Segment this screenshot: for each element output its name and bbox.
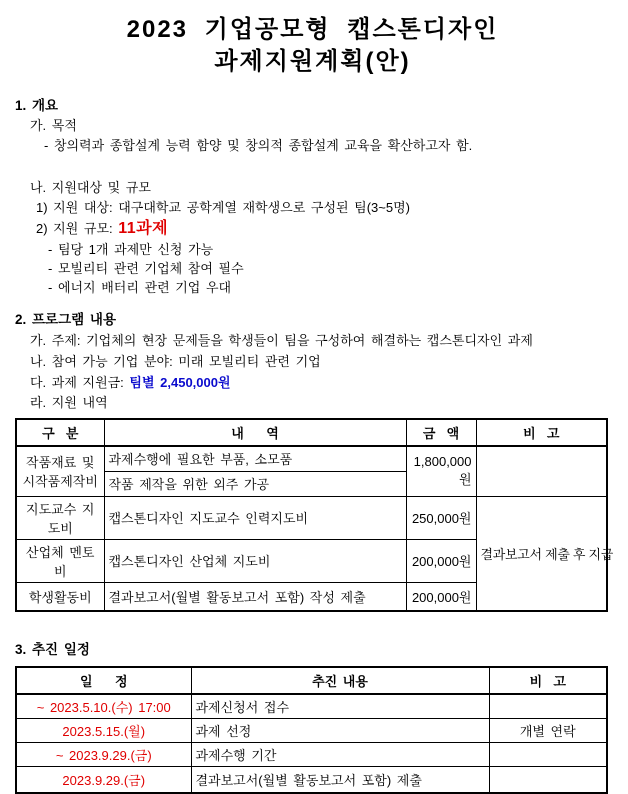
target-heading: 나. 지원대상 및 규모: [30, 180, 151, 195]
schedule-content-1: 과제신청서 접수: [191, 694, 489, 719]
detail-student: 결과보고서(월별 활동보고서 포함) 작성 제출: [104, 582, 406, 611]
scale-bullet-1: - 팀당 1개 과제만 신청 가능: [48, 242, 214, 257]
schedule-content-2: 과제 선정: [191, 719, 489, 743]
category-materials: 작품재료 및 시작품제작비: [16, 446, 104, 496]
schedule-date-2: 2023.5.15.(월): [16, 719, 191, 743]
amount-student: 200,000원: [406, 582, 476, 611]
category-student: 학생활동비: [16, 582, 104, 611]
title-line-1: 2023 기업공모형 캡스톤디자인: [126, 16, 499, 43]
target-item: 1) 지원 대상: 대구대학교 공학계열 재학생으로 구성된 팀(3~5명): [36, 200, 410, 215]
support-col-category: 구 분: [16, 419, 104, 446]
schedule-table-header-row: [16, 667, 607, 694]
table-row: [16, 694, 607, 719]
support-col-note: 비 고: [476, 419, 607, 446]
scale-bullet-3: - 에너지 배터리 관련 기업 우대: [48, 280, 232, 295]
detail-label: 라. 지원 내역: [30, 395, 108, 410]
support-table-header-row: [16, 419, 607, 446]
category-mentor: 산업체 멘토비: [16, 539, 104, 582]
detail-materials-b: 작품 제작을 위한 외주 가공: [104, 471, 406, 496]
amount-mentor: 200,000원: [406, 539, 476, 582]
document-title: [15, 14, 610, 78]
table-row: [16, 743, 607, 767]
section-1-heading: 1. 개요: [15, 98, 59, 113]
detail-materials-a: 과제수행에 필요한 부품, 소모품: [104, 446, 406, 471]
schedule-note-2: 개별 연락: [489, 719, 607, 743]
support-col-amount: 금 액: [406, 419, 476, 446]
field-line: 나. 참여 가능 기업 분야: 미래 모빌리티 관련 기업: [30, 354, 321, 369]
grant-line: [15, 372, 610, 393]
schedule-col-note: 비 고: [489, 667, 607, 694]
support-table: [15, 418, 614, 612]
grant-label: 다. 과제 지원금:: [30, 375, 130, 390]
table-row: [16, 496, 607, 539]
scale-value: 11과제: [118, 220, 169, 237]
note-materials: [476, 446, 607, 496]
amount-materials: 1,800,000원: [406, 446, 476, 496]
title-line-2: 과제지원계획(안): [214, 48, 411, 75]
schedule-note-1: [489, 694, 607, 719]
scale-label: 2) 지원 규모:: [36, 221, 119, 236]
schedule-note-4: [489, 767, 607, 793]
section-3-heading: 3. 추진 일정: [15, 642, 90, 657]
section-2-heading: 2. 프로그램 내용: [15, 312, 117, 327]
schedule-table: [15, 666, 608, 794]
schedule-content-3: 과제수행 기간: [191, 743, 489, 767]
amount-advisor: 250,000원: [406, 496, 476, 539]
table-row: [16, 446, 607, 471]
schedule-content-4: 결과보고서(월별 활동보고서 포함) 제출: [191, 767, 489, 793]
detail-advisor: 캡스톤디자인 지도교수 인력지도비: [104, 496, 406, 539]
grant-value: 팀별 2,450,000원: [129, 375, 231, 390]
schedule-col-content: 추진 내용: [191, 667, 489, 694]
table-row: [16, 719, 607, 743]
purpose-label: 가. 목적: [30, 118, 77, 133]
note-merged: 결과보고서 제출 후 지급: [476, 496, 607, 611]
topic-line: 가. 주제: 기업체의 현장 문제들을 학생들이 팀을 구성하여 해결하는 캡스톤디자인 과제: [30, 333, 533, 348]
schedule-date-3: ~ 2023.9.29.(금): [16, 743, 191, 767]
detail-mentor: 캡스톤디자인 산업체 지도비: [104, 539, 406, 582]
category-advisor: 지도교수 지도비: [16, 496, 104, 539]
scale-line: [15, 218, 610, 240]
support-col-detail: 내 역: [104, 419, 406, 446]
purpose-bullet: - 창의력과 종합설계 능력 함양 및 창의적 종합설계 교육을 확산하고자 함.: [44, 138, 473, 153]
scale-bullet-2: - 모빌리티 관련 기업체 참여 필수: [48, 261, 244, 276]
table-row: [16, 767, 607, 793]
schedule-date-1: ~ 2023.5.10.(수) 17:00: [16, 694, 191, 719]
schedule-date-4: 2023.9.29.(금): [16, 767, 191, 793]
schedule-col-date: 일 정: [16, 667, 191, 694]
schedule-note-3: [489, 743, 607, 767]
